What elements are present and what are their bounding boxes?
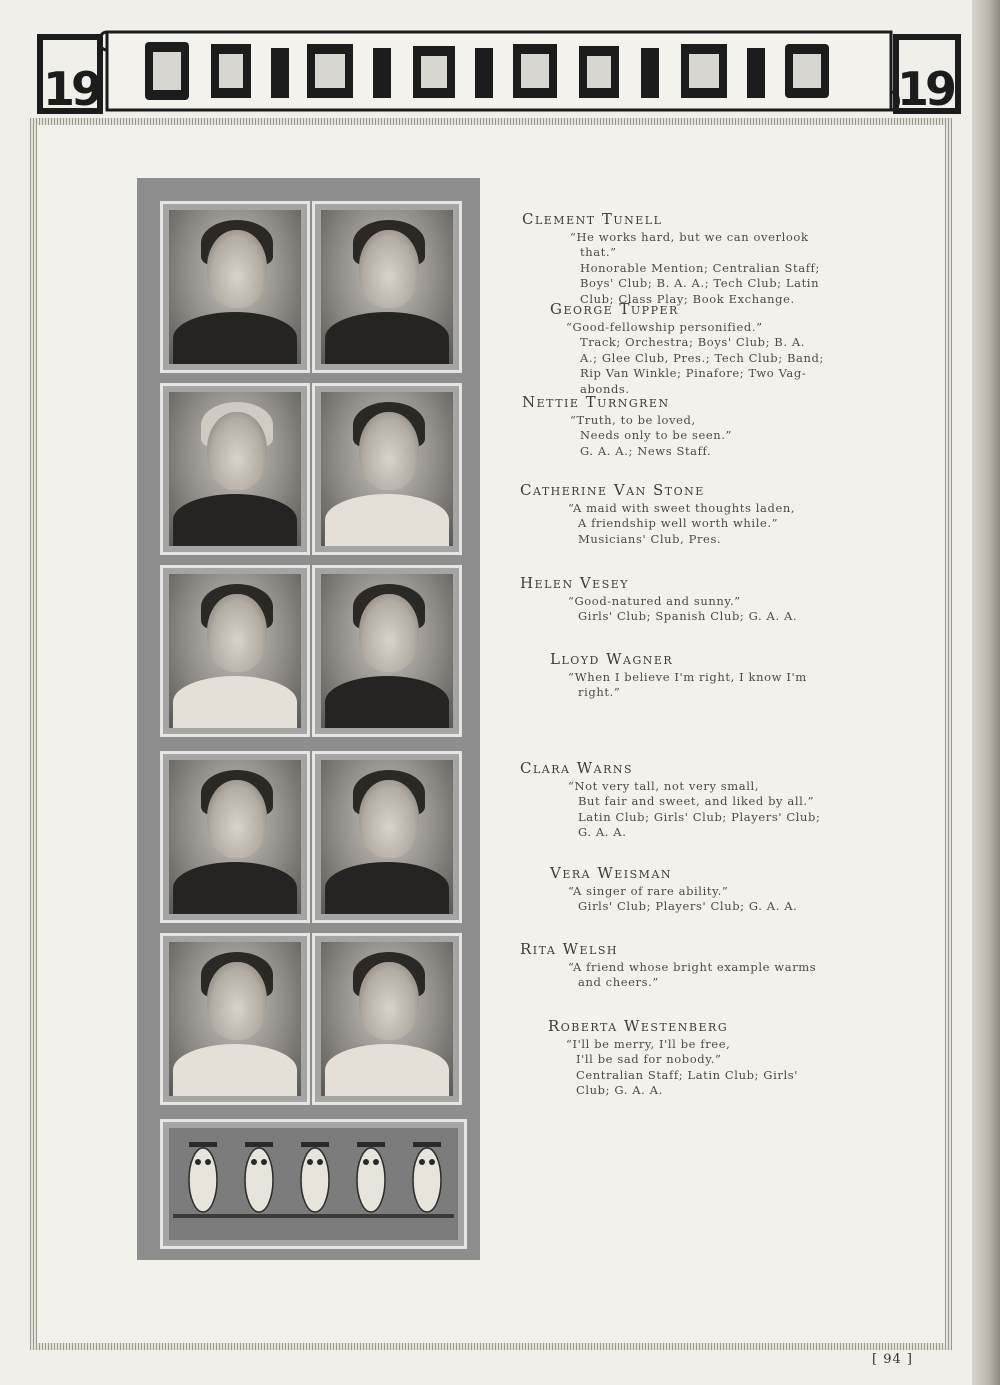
portrait-catherine-van-stone bbox=[312, 383, 462, 555]
entry-line: Needs only to be seen.” bbox=[580, 428, 733, 442]
entry-line: A friendship well worth while.” bbox=[578, 516, 779, 530]
portrait-panel bbox=[137, 178, 480, 1260]
portrait-roberta-westenberg bbox=[312, 933, 462, 1105]
entry-catherine-van-stone bbox=[520, 483, 795, 547]
entry-clara-warns bbox=[520, 761, 820, 841]
owl-illustration bbox=[160, 1119, 467, 1249]
entry-line: I'll be sad for nobody.” bbox=[576, 1052, 722, 1066]
entry-helen-vesey bbox=[520, 576, 797, 625]
entry-name: Roberta Westenberg bbox=[548, 1017, 729, 1035]
entry-line: Track; Orchestra; Boys' Club; B. A. bbox=[580, 335, 806, 349]
entry-line: and cheers.” bbox=[578, 975, 659, 989]
year-right: 19 bbox=[897, 62, 954, 116]
entry-quote: “Good-fellowship personified.” bbox=[566, 319, 763, 334]
entry-line: Club; Class Play; Book Exchange. bbox=[580, 291, 795, 306]
entry-name: Catherine Van Stone bbox=[520, 481, 705, 499]
book-spine-shadow bbox=[972, 0, 1000, 1385]
entry-name: Clara Warns bbox=[520, 759, 634, 777]
owls-on-branch-icon bbox=[169, 1128, 458, 1240]
entry-vera-weisman bbox=[550, 866, 797, 915]
portrait-rita-welsh bbox=[160, 933, 310, 1105]
entry-line: G. A. A.; News Staff. bbox=[580, 443, 712, 458]
entry-name: Nettie Turngren bbox=[522, 393, 670, 411]
entry-quote: “When I believe I'm right, I know I'm bbox=[568, 669, 807, 684]
entry-name: Lloyd Wagner bbox=[550, 650, 674, 668]
entry-line: right.” bbox=[578, 685, 621, 699]
entry-name: Clement Tunell bbox=[522, 210, 663, 228]
entry-quote: “A singer of rare ability.” bbox=[568, 883, 729, 898]
page-number: [ 94 ] bbox=[872, 1352, 913, 1367]
portrait-vera-weisman bbox=[312, 751, 462, 923]
year-left: 19 bbox=[43, 62, 100, 116]
portrait-lloyd-wagner bbox=[312, 565, 462, 737]
entry-quote: “Good-natured and sunny.” bbox=[568, 593, 741, 608]
entry-line: Musicians' Club, Pres. bbox=[578, 531, 722, 546]
entry-line: Boys' Club; B. A. A.; Tech Club; Latin bbox=[580, 276, 820, 290]
portrait-helen-vesey bbox=[160, 565, 310, 737]
entry-line: G. A. A. bbox=[578, 825, 627, 839]
entry-lloyd-wagner bbox=[550, 652, 807, 701]
portrait-clara-warns bbox=[160, 751, 310, 923]
entry-quote: “A friend whose bright example warms bbox=[568, 959, 817, 974]
entry-george-tupper bbox=[550, 302, 824, 397]
entry-rita-welsh bbox=[520, 942, 816, 991]
entry-quote: “I'll be merry, I'll be free, bbox=[566, 1036, 731, 1051]
entry-line: Girls' Club; Spanish Club; G. A. A. bbox=[578, 609, 798, 623]
entry-name: Helen Vesey bbox=[520, 574, 630, 592]
entry-line: Girls' Club; Players' Club; G. A. A. bbox=[578, 899, 798, 913]
portrait-clement-tunell bbox=[160, 201, 310, 373]
entry-line: Rip Van Winkle; Pinafore; Two Vag- bbox=[580, 366, 807, 380]
entry-line: abonds. bbox=[580, 381, 630, 396]
entry-name: Rita Welsh bbox=[520, 940, 618, 958]
entry-quote: “He works hard, but we can overlook bbox=[570, 229, 809, 244]
entry-name: Vera Weisman bbox=[550, 864, 673, 882]
entry-line: Latin Club; Girls' Club; Players' Club; bbox=[578, 809, 821, 824]
banner-ornament bbox=[35, 26, 963, 118]
entry-roberta-westenberg bbox=[548, 1019, 798, 1099]
entry-clement-tunell bbox=[522, 212, 820, 307]
entry-name: George Tupper bbox=[550, 300, 679, 318]
entry-line: Club; G. A. A. bbox=[576, 1083, 663, 1097]
header-banner bbox=[35, 26, 963, 118]
entry-line: A.; Glee Club, Pres.; Tech Club; Band; bbox=[580, 350, 824, 365]
entry-nettie-turngren bbox=[522, 395, 732, 459]
portrait-nettie-turngren bbox=[160, 383, 310, 555]
portrait-george-tupper bbox=[312, 201, 462, 373]
entry-line: Centralian Staff; Latin Club; Girls' bbox=[576, 1067, 798, 1082]
entry-line: Honorable Mention; Centralian Staff; bbox=[580, 260, 820, 275]
entry-line: But fair and sweet, and liked by all.” bbox=[578, 794, 815, 808]
entry-quote: “A maid with sweet thoughts laden, bbox=[568, 500, 796, 515]
entry-line: that.” bbox=[580, 245, 617, 259]
entry-quote: “Truth, to be loved, bbox=[570, 412, 696, 427]
entry-quote: “Not very tall, not very small, bbox=[568, 778, 760, 793]
